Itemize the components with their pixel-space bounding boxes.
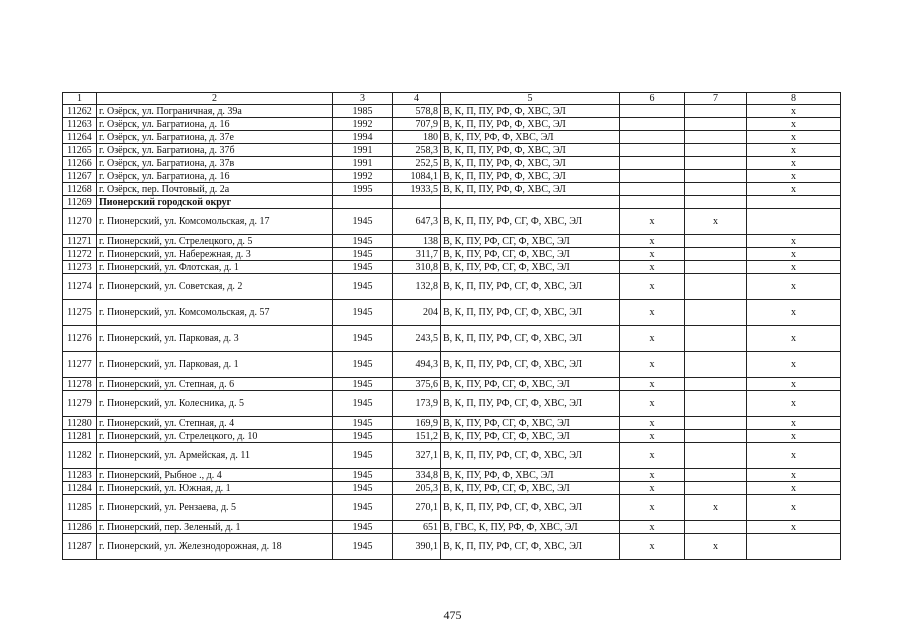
col6-mark: х bbox=[620, 430, 685, 443]
row-number: 11273 bbox=[63, 261, 97, 274]
col8-mark: х bbox=[747, 378, 841, 391]
col8-mark: х bbox=[747, 417, 841, 430]
col6-mark bbox=[620, 118, 685, 131]
col6-mark: х bbox=[620, 248, 685, 261]
page-number: 475 bbox=[443, 608, 462, 622]
table-row bbox=[63, 131, 841, 144]
row-number: 11271 bbox=[63, 235, 97, 248]
column-header: 3 bbox=[333, 93, 393, 105]
year: 1945 bbox=[333, 482, 393, 495]
column-header: 8 bbox=[747, 93, 841, 105]
area: 258,3 bbox=[393, 144, 441, 157]
area: 334,8 bbox=[393, 469, 441, 482]
col8-mark: х bbox=[747, 261, 841, 274]
table-row bbox=[63, 482, 841, 495]
col8-mark: х bbox=[747, 430, 841, 443]
col8-mark: х bbox=[747, 300, 841, 326]
utilities: В, К, ПУ, РФ, СГ, Ф, ХВС, ЭЛ bbox=[441, 482, 620, 495]
utilities: В, К, П, ПУ, РФ, СГ, Ф, ХВС, ЭЛ bbox=[441, 274, 620, 300]
area: 390,1 bbox=[393, 534, 441, 560]
table-row bbox=[63, 391, 841, 417]
col7-mark: х bbox=[685, 534, 747, 560]
table-row bbox=[63, 300, 841, 326]
col7-mark bbox=[685, 131, 747, 144]
col6-mark bbox=[620, 170, 685, 183]
row-number: 11269 bbox=[63, 196, 97, 209]
table-row bbox=[63, 495, 841, 521]
address: г. Пионерский, ул. Армейская, д. 11 bbox=[97, 443, 333, 469]
year: 1992 bbox=[333, 170, 393, 183]
area: 173,9 bbox=[393, 391, 441, 417]
col8-mark: х bbox=[747, 144, 841, 157]
col6-mark: х bbox=[620, 521, 685, 534]
utilities: В, К, ПУ, РФ, Ф, ХВС, ЭЛ bbox=[441, 469, 620, 482]
col8-mark: х bbox=[747, 326, 841, 352]
year: 1945 bbox=[333, 391, 393, 417]
year: 1945 bbox=[333, 274, 393, 300]
utilities: В, К, П, ПУ, РФ, СГ, Ф, ХВС, ЭЛ bbox=[441, 443, 620, 469]
year: 1945 bbox=[333, 209, 393, 235]
utilities: В, К, П, ПУ, РФ, Ф, ХВС, ЭЛ bbox=[441, 118, 620, 131]
area: 270,1 bbox=[393, 495, 441, 521]
table-row bbox=[63, 157, 841, 170]
col8-mark: х bbox=[747, 183, 841, 196]
row-number: 11287 bbox=[63, 534, 97, 560]
area: 180 bbox=[393, 131, 441, 144]
row-number: 11270 bbox=[63, 209, 97, 235]
table-row bbox=[63, 209, 841, 235]
area: 204 bbox=[393, 300, 441, 326]
year: 1994 bbox=[333, 131, 393, 144]
address: г. Пионерский, ул. Стрелецкого, д. 5 bbox=[97, 235, 333, 248]
table-body bbox=[63, 93, 841, 560]
utilities: В, ГВС, К, ПУ, РФ, Ф, ХВС, ЭЛ bbox=[441, 521, 620, 534]
col7-mark bbox=[685, 352, 747, 378]
col6-mark bbox=[620, 157, 685, 170]
year: 1985 bbox=[333, 105, 393, 118]
area: 252,5 bbox=[393, 157, 441, 170]
col6-mark: х bbox=[620, 261, 685, 274]
col8-mark bbox=[747, 534, 841, 560]
table-row bbox=[63, 534, 841, 560]
col7-mark bbox=[685, 378, 747, 391]
col8-mark: х bbox=[747, 274, 841, 300]
area: 1084,1 bbox=[393, 170, 441, 183]
table-row bbox=[63, 235, 841, 248]
table-row bbox=[63, 430, 841, 443]
col8-mark: х bbox=[747, 482, 841, 495]
col7-mark bbox=[685, 196, 747, 209]
address: г. Пионерский, ул. Советская, д. 2 bbox=[97, 274, 333, 300]
year: 1945 bbox=[333, 235, 393, 248]
row-number: 11265 bbox=[63, 144, 97, 157]
row-number: 11274 bbox=[63, 274, 97, 300]
utilities: В, К, П, ПУ, РФ, Ф, ХВС, ЭЛ bbox=[441, 183, 620, 196]
year: 1945 bbox=[333, 534, 393, 560]
utilities: В, К, П, ПУ, РФ, СГ, Ф, ХВС, ЭЛ bbox=[441, 391, 620, 417]
row-number: 11266 bbox=[63, 157, 97, 170]
utilities: В, К, П, ПУ, РФ, СГ, Ф, ХВС, ЭЛ bbox=[441, 495, 620, 521]
area: 327,1 bbox=[393, 443, 441, 469]
table-row bbox=[63, 326, 841, 352]
col8-mark: х bbox=[747, 469, 841, 482]
row-number: 11279 bbox=[63, 391, 97, 417]
year: 1945 bbox=[333, 443, 393, 469]
col8-mark bbox=[747, 196, 841, 209]
address: г. Озёрск, ул. Багратиона, д. 37в bbox=[97, 157, 333, 170]
col8-mark: х bbox=[747, 521, 841, 534]
area: 494,3 bbox=[393, 352, 441, 378]
area: 707,9 bbox=[393, 118, 441, 131]
col6-mark: х bbox=[620, 326, 685, 352]
address: г. Пионерский, ул. Рензаева, д. 5 bbox=[97, 495, 333, 521]
column-header: 1 bbox=[63, 93, 97, 105]
col8-mark: х bbox=[747, 495, 841, 521]
column-header: 7 bbox=[685, 93, 747, 105]
col6-mark: х bbox=[620, 417, 685, 430]
area: 151,2 bbox=[393, 430, 441, 443]
col7-mark bbox=[685, 261, 747, 274]
area: 169,9 bbox=[393, 417, 441, 430]
col6-mark bbox=[620, 183, 685, 196]
address: г. Пионерский, ул. Южная, д. 1 bbox=[97, 482, 333, 495]
col6-mark: х bbox=[620, 274, 685, 300]
area: 310,8 bbox=[393, 261, 441, 274]
table-row bbox=[63, 183, 841, 196]
col6-mark: х bbox=[620, 378, 685, 391]
utilities: В, К, ПУ, РФ, Ф, ХВС, ЭЛ bbox=[441, 131, 620, 144]
address: г. Озёрск, ул. Пограничная, д. 39а bbox=[97, 105, 333, 118]
year: 1995 bbox=[333, 183, 393, 196]
col7-mark bbox=[685, 144, 747, 157]
area: 243,5 bbox=[393, 326, 441, 352]
col7-mark: х bbox=[685, 209, 747, 235]
col6-mark: х bbox=[620, 352, 685, 378]
section-title: Пионерский городской округ bbox=[97, 196, 333, 209]
col8-mark: х bbox=[747, 391, 841, 417]
col8-mark: х bbox=[747, 170, 841, 183]
utilities bbox=[441, 196, 620, 209]
col8-mark: х bbox=[747, 443, 841, 469]
address: г. Пионерский, ул. Комсомольская, д. 17 bbox=[97, 209, 333, 235]
col8-mark: х bbox=[747, 352, 841, 378]
col7-mark bbox=[685, 118, 747, 131]
col7-mark bbox=[685, 521, 747, 534]
utilities: В, К, П, ПУ, РФ, СГ, Ф, ХВС, ЭЛ bbox=[441, 534, 620, 560]
area: 138 bbox=[393, 235, 441, 248]
year: 1945 bbox=[333, 261, 393, 274]
row-number: 11284 bbox=[63, 482, 97, 495]
col7-mark bbox=[685, 105, 747, 118]
utilities: В, К, ПУ, РФ, СГ, Ф, ХВС, ЭЛ bbox=[441, 261, 620, 274]
utilities: В, К, ПУ, РФ, СГ, Ф, ХВС, ЭЛ bbox=[441, 235, 620, 248]
year: 1992 bbox=[333, 118, 393, 131]
address: г. Пионерский, Рыбное ., д. 4 bbox=[97, 469, 333, 482]
col6-mark: х bbox=[620, 391, 685, 417]
area: 311,7 bbox=[393, 248, 441, 261]
column-header: 5 bbox=[441, 93, 620, 105]
year: 1991 bbox=[333, 157, 393, 170]
address: г. Пионерский, ул. Степная, д. 4 bbox=[97, 417, 333, 430]
col7-mark bbox=[685, 248, 747, 261]
col6-mark bbox=[620, 144, 685, 157]
address: г. Пионерский, ул. Набережная, д. 3 bbox=[97, 248, 333, 261]
row-number: 11267 bbox=[63, 170, 97, 183]
table-row bbox=[63, 144, 841, 157]
col8-mark: х bbox=[747, 131, 841, 144]
utilities: В, К, П, ПУ, РФ, Ф, ХВС, ЭЛ bbox=[441, 157, 620, 170]
address: г. Озёрск, пер. Почтовый, д. 2а bbox=[97, 183, 333, 196]
row-number: 11264 bbox=[63, 131, 97, 144]
table-row bbox=[63, 274, 841, 300]
col7-mark bbox=[685, 417, 747, 430]
year bbox=[333, 196, 393, 209]
registry-table bbox=[62, 92, 841, 560]
area bbox=[393, 196, 441, 209]
col7-mark bbox=[685, 170, 747, 183]
address: г. Озёрск, ул. Багратиона, д. 37е bbox=[97, 131, 333, 144]
area: 1933,5 bbox=[393, 183, 441, 196]
year: 1991 bbox=[333, 144, 393, 157]
row-number: 11285 bbox=[63, 495, 97, 521]
header-row bbox=[63, 93, 841, 105]
row-number: 11272 bbox=[63, 248, 97, 261]
year: 1945 bbox=[333, 300, 393, 326]
col8-mark: х bbox=[747, 248, 841, 261]
year: 1945 bbox=[333, 248, 393, 261]
year: 1945 bbox=[333, 469, 393, 482]
year: 1945 bbox=[333, 352, 393, 378]
row-number: 11281 bbox=[63, 430, 97, 443]
col7-mark bbox=[685, 300, 747, 326]
area: 651 bbox=[393, 521, 441, 534]
utilities: В, К, П, ПУ, РФ, СГ, Ф, ХВС, ЭЛ bbox=[441, 352, 620, 378]
table-row bbox=[63, 378, 841, 391]
col6-mark: х bbox=[620, 534, 685, 560]
row-number: 11276 bbox=[63, 326, 97, 352]
col6-mark: х bbox=[620, 495, 685, 521]
col8-mark: х bbox=[747, 235, 841, 248]
table-row bbox=[63, 170, 841, 183]
col6-mark: х bbox=[620, 469, 685, 482]
utilities: В, К, ПУ, РФ, СГ, Ф, ХВС, ЭЛ bbox=[441, 430, 620, 443]
utilities: В, К, ПУ, РФ, СГ, Ф, ХВС, ЭЛ bbox=[441, 378, 620, 391]
utilities: В, К, П, ПУ, РФ, Ф, ХВС, ЭЛ bbox=[441, 170, 620, 183]
utilities: В, К, ПУ, РФ, СГ, Ф, ХВС, ЭЛ bbox=[441, 417, 620, 430]
table-row bbox=[63, 417, 841, 430]
address: г. Пионерский, ул. Парковая, д. 1 bbox=[97, 352, 333, 378]
address: г. Пионерский, ул. Комсомольская, д. 57 bbox=[97, 300, 333, 326]
address: г. Пионерский, ул. Парковая, д. 3 bbox=[97, 326, 333, 352]
year: 1945 bbox=[333, 326, 393, 352]
column-header: 6 bbox=[620, 93, 685, 105]
area: 132,8 bbox=[393, 274, 441, 300]
col6-mark: х bbox=[620, 482, 685, 495]
table-row bbox=[63, 521, 841, 534]
utilities: В, К, ПУ, РФ, СГ, Ф, ХВС, ЭЛ bbox=[441, 248, 620, 261]
col6-mark bbox=[620, 131, 685, 144]
year: 1945 bbox=[333, 521, 393, 534]
utilities: В, К, П, ПУ, РФ, СГ, Ф, ХВС, ЭЛ bbox=[441, 209, 620, 235]
utilities: В, К, П, ПУ, РФ, СГ, Ф, ХВС, ЭЛ bbox=[441, 326, 620, 352]
address: г. Пионерский, ул. Железнодорожная, д. 18 bbox=[97, 534, 333, 560]
col7-mark: х bbox=[685, 495, 747, 521]
table-row bbox=[63, 248, 841, 261]
area: 375,6 bbox=[393, 378, 441, 391]
row-number: 11286 bbox=[63, 521, 97, 534]
col7-mark bbox=[685, 443, 747, 469]
table-row bbox=[63, 469, 841, 482]
row-number: 11277 bbox=[63, 352, 97, 378]
col6-mark: х bbox=[620, 235, 685, 248]
col7-mark bbox=[685, 274, 747, 300]
col7-mark bbox=[685, 157, 747, 170]
address: г. Пионерский, ул. Колесника, д. 5 bbox=[97, 391, 333, 417]
table-row bbox=[63, 105, 841, 118]
col8-mark: х bbox=[747, 118, 841, 131]
col8-mark: х bbox=[747, 157, 841, 170]
utilities: В, К, П, ПУ, РФ, Ф, ХВС, ЭЛ bbox=[441, 105, 620, 118]
col6-mark bbox=[620, 105, 685, 118]
year: 1945 bbox=[333, 417, 393, 430]
column-header: 4 bbox=[393, 93, 441, 105]
address: г. Озёрск, ул. Багратиона, д. 16 bbox=[97, 170, 333, 183]
col8-mark: х bbox=[747, 105, 841, 118]
area: 647,3 bbox=[393, 209, 441, 235]
col7-mark bbox=[685, 183, 747, 196]
address: г. Пионерский, ул. Флотская, д. 1 bbox=[97, 261, 333, 274]
section-row bbox=[63, 196, 841, 209]
col7-mark bbox=[685, 391, 747, 417]
col7-mark bbox=[685, 469, 747, 482]
row-number: 11263 bbox=[63, 118, 97, 131]
year: 1945 bbox=[333, 378, 393, 391]
table-row bbox=[63, 118, 841, 131]
row-number: 11268 bbox=[63, 183, 97, 196]
col7-mark bbox=[685, 326, 747, 352]
col7-mark bbox=[685, 430, 747, 443]
area: 205,3 bbox=[393, 482, 441, 495]
col6-mark bbox=[620, 196, 685, 209]
col7-mark bbox=[685, 482, 747, 495]
col6-mark: х bbox=[620, 300, 685, 326]
col8-mark bbox=[747, 209, 841, 235]
table-row bbox=[63, 261, 841, 274]
year: 1945 bbox=[333, 495, 393, 521]
row-number: 11262 bbox=[63, 105, 97, 118]
col6-mark: х bbox=[620, 443, 685, 469]
address: г. Пионерский, пер. Зеленый, д. 1 bbox=[97, 521, 333, 534]
row-number: 11283 bbox=[63, 469, 97, 482]
table-row bbox=[63, 443, 841, 469]
utilities: В, К, П, ПУ, РФ, Ф, ХВС, ЭЛ bbox=[441, 144, 620, 157]
year: 1945 bbox=[333, 430, 393, 443]
address: г. Пионерский, ул. Стрелецкого, д. 10 bbox=[97, 430, 333, 443]
row-number: 11275 bbox=[63, 300, 97, 326]
row-number: 11282 bbox=[63, 443, 97, 469]
table-row bbox=[63, 352, 841, 378]
col6-mark: х bbox=[620, 209, 685, 235]
col7-mark bbox=[685, 235, 747, 248]
area: 578,8 bbox=[393, 105, 441, 118]
column-header: 2 bbox=[97, 93, 333, 105]
utilities: В, К, П, ПУ, РФ, СГ, Ф, ХВС, ЭЛ bbox=[441, 300, 620, 326]
row-number: 11280 bbox=[63, 417, 97, 430]
address: г. Озёрск, ул. Багратиона, д. 37б bbox=[97, 144, 333, 157]
address: г. Озёрск, ул. Багратиона, д. 16 bbox=[97, 118, 333, 131]
address: г. Пионерский, ул. Степная, д. 6 bbox=[97, 378, 333, 391]
row-number: 11278 bbox=[63, 378, 97, 391]
